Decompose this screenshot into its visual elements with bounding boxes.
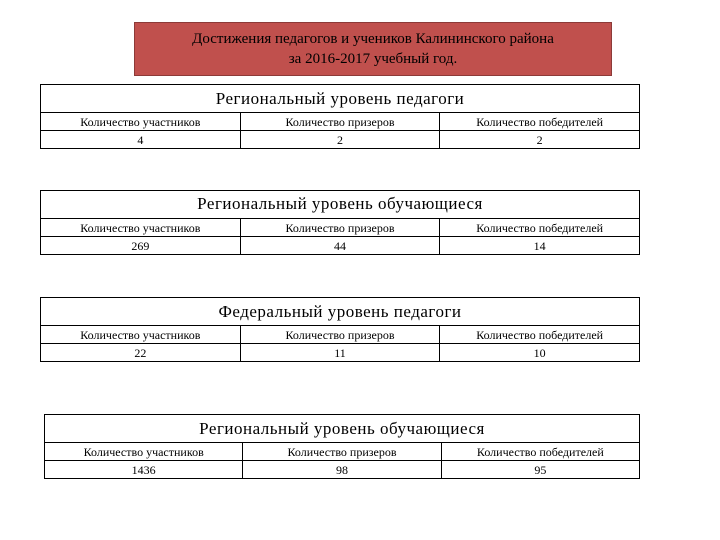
header-participants: Количество участников xyxy=(41,219,241,237)
table-header-row xyxy=(45,443,640,461)
value-participants: 22 xyxy=(41,344,241,362)
header-winners: Количество победителей xyxy=(440,113,640,131)
stats-table xyxy=(40,325,640,362)
value-winners: 2 xyxy=(440,131,640,149)
stats-table xyxy=(40,112,640,149)
table-row xyxy=(41,237,640,255)
value-participants: 4 xyxy=(41,131,241,149)
stats-table xyxy=(44,442,640,479)
block-title: Региональный уровень педагоги xyxy=(40,84,640,112)
header-prizewinners: Количество призеров xyxy=(240,326,440,344)
value-prizewinners: 44 xyxy=(240,237,440,255)
page-title-banner xyxy=(134,22,612,76)
table-row xyxy=(41,131,640,149)
block-title: Региональный уровень обучающиеся xyxy=(44,414,640,442)
value-prizewinners: 98 xyxy=(243,461,441,479)
header-participants: Количество участников xyxy=(45,443,243,461)
value-prizewinners: 11 xyxy=(240,344,440,362)
header-prizewinners: Количество призеров xyxy=(243,443,441,461)
header-prizewinners: Количество призеров xyxy=(240,219,440,237)
value-participants: 1436 xyxy=(45,461,243,479)
header-participants: Количество участников xyxy=(41,326,241,344)
header-participants: Количество участников xyxy=(41,113,241,131)
stats-block-federal-teachers xyxy=(40,297,640,362)
stats-table xyxy=(40,218,640,255)
page-title-line-1: Достижения педагогов и учеников Калининского района xyxy=(192,31,554,47)
block-title: Региональный уровень обучающиеся xyxy=(40,190,640,218)
value-winners: 95 xyxy=(441,461,639,479)
stats-block-regional-teachers xyxy=(40,84,640,149)
value-participants: 269 xyxy=(41,237,241,255)
table-header-row xyxy=(41,113,640,131)
value-prizewinners: 2 xyxy=(240,131,440,149)
header-prizewinners: Количество призеров xyxy=(240,113,440,131)
table-header-row xyxy=(41,219,640,237)
block-title: Федеральный уровень педагоги xyxy=(40,297,640,325)
table-row xyxy=(45,461,640,479)
page-title-line-2: за 2016-2017 учебный год. xyxy=(288,51,458,67)
stats-block-regional-students-2 xyxy=(44,414,640,479)
value-winners: 14 xyxy=(440,237,640,255)
header-winners: Количество победителей xyxy=(440,326,640,344)
table-row xyxy=(41,344,640,362)
stats-block-regional-students xyxy=(40,190,640,255)
table-header-row xyxy=(41,326,640,344)
value-winners: 10 xyxy=(440,344,640,362)
header-winners: Количество победителей xyxy=(441,443,639,461)
header-winners: Количество победителей xyxy=(440,219,640,237)
